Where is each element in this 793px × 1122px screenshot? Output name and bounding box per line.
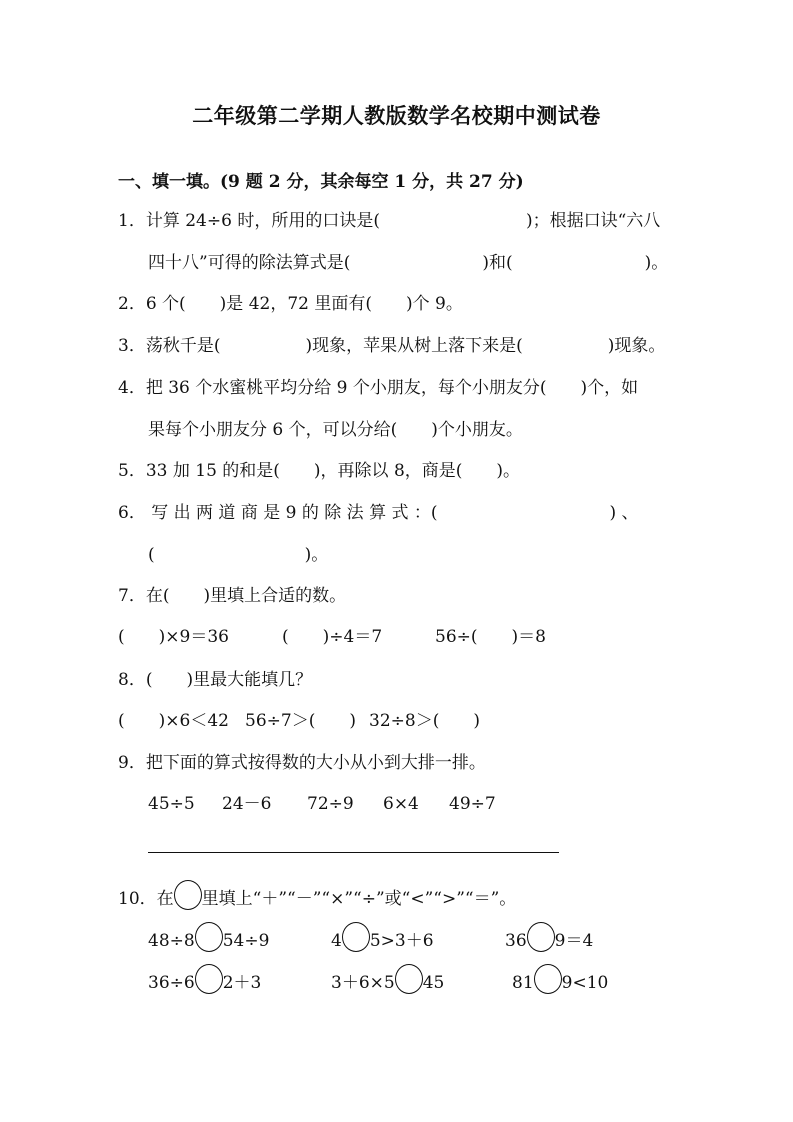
page-title: 二年级第二学期人教版数学名校期中测试卷 — [192, 103, 601, 128]
q8-expr-1: ( )×6＜42 — [118, 711, 229, 731]
circle-blank[interactable] — [195, 922, 223, 952]
q6-text-b1: ( — [148, 545, 155, 565]
question-7: 7．在( )里填上合适的数。 — [118, 586, 347, 606]
q1-text-b1: 四十八”可得的除法算式是( — [148, 253, 351, 273]
q10-expr-right: 5>3＋6 — [369, 931, 434, 951]
q10-expr-left: 4 — [331, 931, 342, 951]
answer-line[interactable] — [148, 852, 559, 853]
circle-blank[interactable] — [195, 964, 223, 994]
question-5: 5．33 加 15 的和是( )，再除以 8，商是( )。 — [118, 461, 521, 481]
q7-expr-1: ( )×9＝36 — [118, 627, 229, 647]
circle-blank[interactable] — [395, 964, 423, 994]
question-9: 9．把下面的算式按得数的大小从小到大排一排。 — [118, 753, 486, 773]
question-1-line-1 — [118, 209, 660, 233]
q10-stem-a: 10．在 — [118, 889, 174, 909]
circle-blank[interactable] — [342, 922, 370, 952]
question-4-line-1: 4．把 36 个水蜜桃平均分给 9 个小朋友，每个小朋友分( )个，如 — [118, 378, 639, 398]
q10-expr-right: 54÷9 — [222, 931, 270, 951]
q8-expr-3: 32÷8＞( ) — [369, 711, 480, 731]
circle-blank-icon — [174, 880, 202, 910]
section-heading: 一、填一填。(9 题 2 分，其余每空 1 分，共 27 分) — [118, 172, 524, 192]
question-2: 2．6 个( )是 42，72 里面有( )个 9。 — [118, 294, 463, 314]
q10-expr-6 — [512, 964, 608, 995]
q7-expr-3: 56÷( )＝8 — [435, 627, 546, 647]
q9-expr-2: 24－6 — [222, 794, 272, 814]
question-4-line-2: 果每个小朋友分 6 个，可以分给( )个小朋友。 — [148, 420, 523, 440]
q10-expr-left: 48÷8 — [148, 931, 195, 951]
question-3: 3．荡秋千是( )现象，苹果从树上落下来是( )现象。 — [118, 336, 666, 356]
q10-expr-left: 36 — [505, 931, 527, 951]
q9-expr-3: 72÷9 — [307, 794, 354, 814]
question-1-line-2 — [148, 251, 668, 275]
q10-expr-3 — [505, 922, 593, 953]
q1-text-a1: 1．计算 24÷6 时，所用的口诀是( — [118, 211, 380, 231]
q10-expr-5 — [331, 964, 444, 995]
q10-expr-4 — [148, 964, 261, 995]
q9-expr-4: 6×4 — [383, 794, 419, 814]
q10-expr-right: 9<10 — [561, 973, 609, 993]
q8-expr-2: 56÷7＞( ) — [245, 711, 356, 731]
q10-expr-1 — [148, 922, 269, 953]
q10-expr-left: 3＋6×5 — [331, 973, 395, 993]
circle-blank[interactable] — [527, 922, 555, 952]
question-10 — [118, 880, 516, 911]
q10-expr-right: 2＋3 — [222, 973, 262, 993]
q10-stem-b: 里填上“＋”“－”“×”“÷”或“<”“>”“＝”。 — [201, 889, 517, 909]
question-6-line-1 — [118, 501, 639, 525]
q10-expr-left: 36÷6 — [148, 973, 195, 993]
q10-expr-2 — [331, 922, 434, 953]
q1-text-b3: )。 — [644, 253, 669, 273]
q1-text-b2: )和( — [482, 253, 513, 273]
q6-text-a1: 6． 写 出 两 道 商 是 9 的 除 法 算 式 ：( — [118, 503, 438, 523]
q10-expr-left: 81 — [512, 973, 534, 993]
q7-expr-2: ( )÷4＝7 — [282, 627, 383, 647]
question-8: 8．( )里最大能填几？ — [118, 670, 313, 690]
q9-expr-1: 45÷5 — [148, 794, 195, 814]
q9-expr-5: 49÷7 — [449, 794, 496, 814]
q6-text-b2: )。 — [304, 545, 329, 565]
question-6-line-2 — [148, 543, 328, 567]
q10-expr-right: 45 — [422, 973, 445, 993]
circle-blank[interactable] — [534, 964, 562, 994]
q10-expr-right: 9＝4 — [554, 931, 594, 951]
q6-text-a2: ) 、 — [609, 503, 639, 523]
q1-text-a2: )；根据口诀“六八 — [525, 211, 661, 231]
